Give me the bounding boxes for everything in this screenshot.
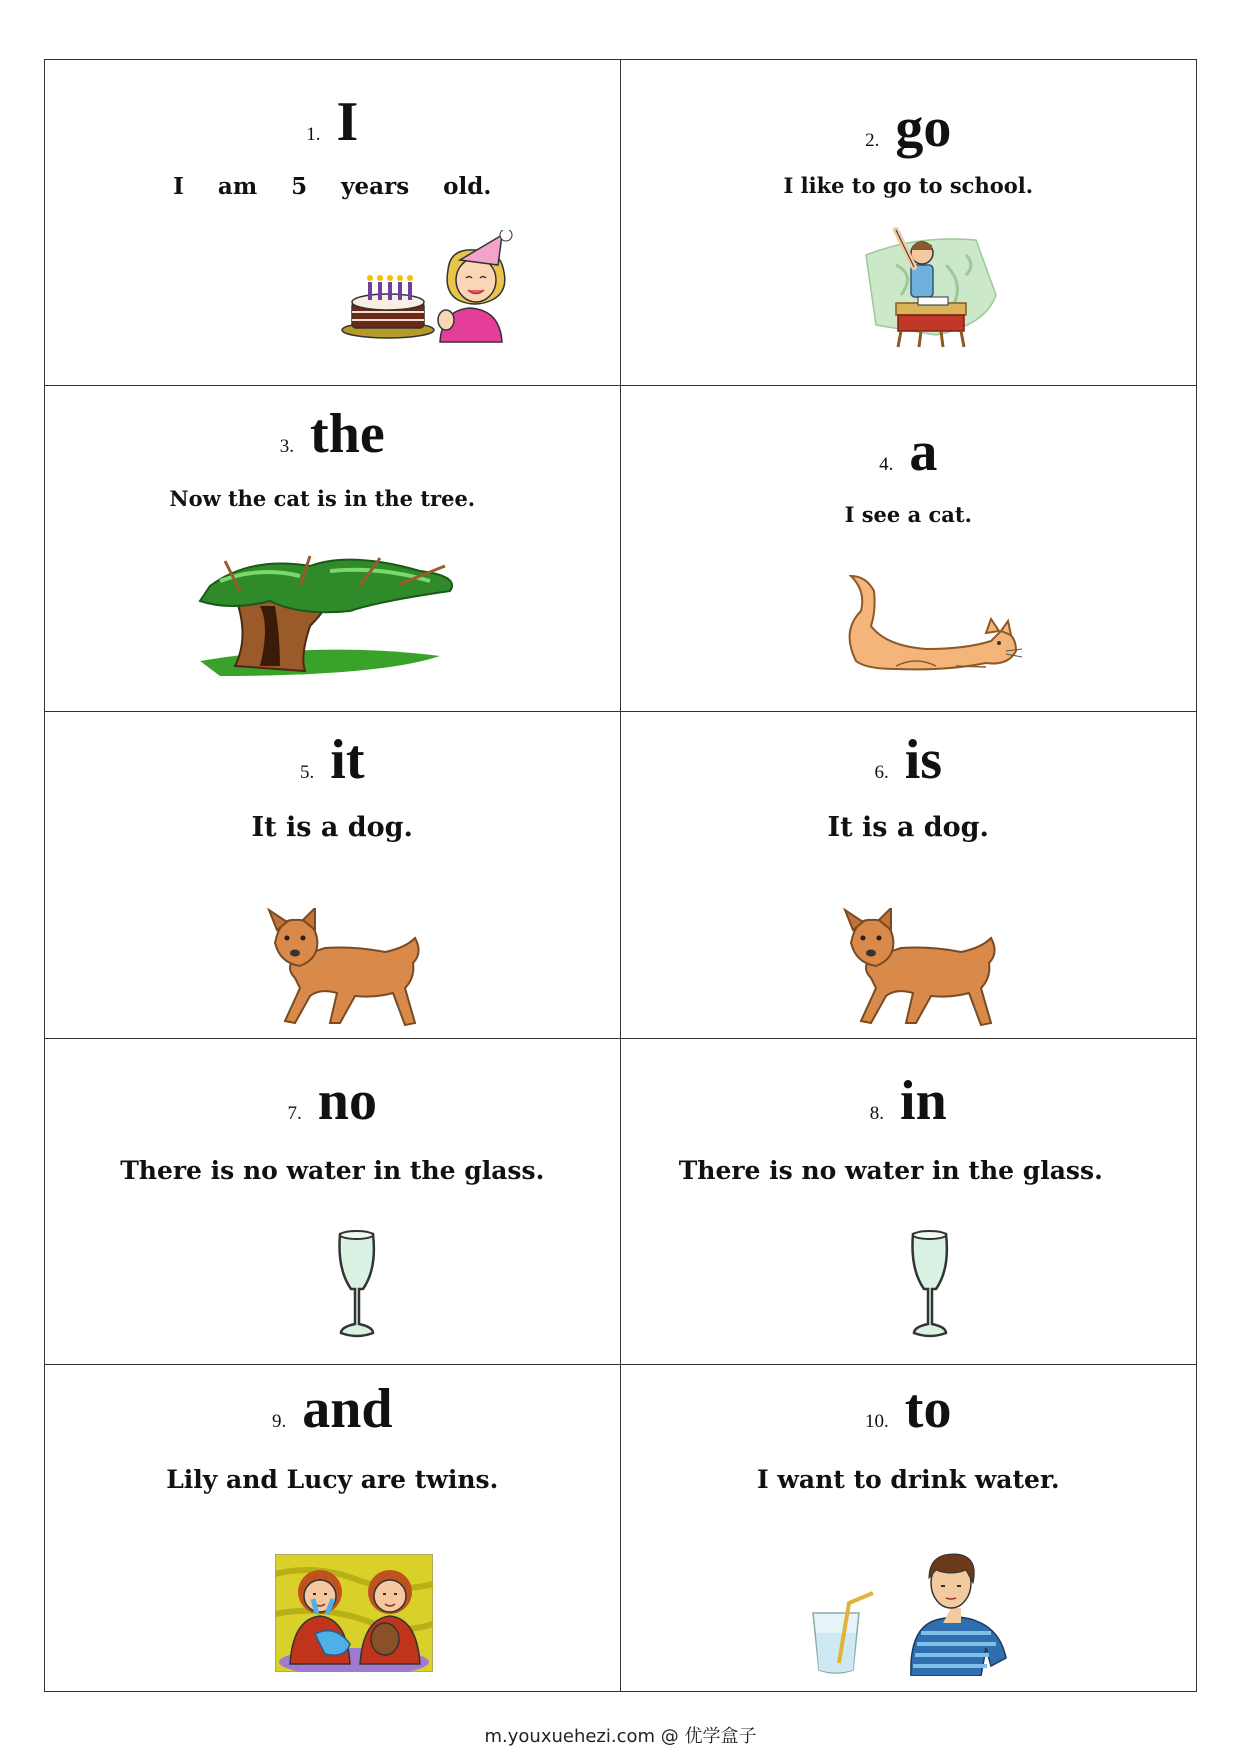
card-word: in: [900, 1069, 947, 1132]
card-sentence: It is a dog.: [827, 812, 989, 844]
dog-image: [265, 908, 425, 1030]
card-1: [45, 60, 621, 386]
card-number: 8.: [869, 1102, 885, 1124]
card-6: [621, 712, 1197, 1038]
card-sentence: There is no water in the glass.: [678, 1155, 1103, 1185]
card-number: 5.: [300, 762, 315, 784]
card-header: [45, 1377, 620, 1441]
empty-glass-image: [908, 1229, 954, 1341]
card-7: [45, 1039, 621, 1365]
card-header: [621, 420, 1197, 484]
card-number: 4.: [879, 454, 894, 476]
card-sentence: There is no water in the glass.: [120, 1155, 545, 1185]
card-sentence: I want to drink water.: [756, 1464, 1060, 1494]
card-header: [45, 90, 620, 154]
card-sentence: I am 5 years old.: [173, 173, 492, 200]
card-4: [621, 386, 1197, 712]
card-word: no: [317, 1069, 377, 1132]
card-word: go: [895, 97, 952, 159]
card-word: I: [336, 91, 359, 153]
card-sentence: I like to go to school.: [783, 173, 1034, 198]
card-number: 1.: [306, 124, 321, 145]
card-9: [45, 1365, 621, 1691]
card-number: 7.: [287, 1102, 302, 1124]
card-number: 3.: [279, 436, 295, 458]
card-number: 2.: [865, 130, 880, 151]
twin-girls-image: [275, 1554, 433, 1672]
card-word: it: [330, 729, 365, 792]
card-word: to: [904, 1377, 952, 1440]
card-sentence: Now the cat is in the tree.: [169, 486, 476, 512]
card-sentence: It is a dog.: [251, 812, 413, 844]
card-sentence: Lily and Lucy are twins.: [166, 1464, 499, 1494]
footer-site: m.youxuehezi.com @ 优学盒子: [484, 1726, 757, 1747]
card-header: [45, 1069, 620, 1133]
card-2: [621, 60, 1197, 386]
card-number: 10.: [865, 1410, 889, 1432]
card-10: [621, 1365, 1197, 1691]
empty-glass-image: [335, 1229, 381, 1341]
card-header: [45, 402, 620, 466]
card-word: is: [904, 729, 943, 792]
tree-image: [180, 546, 470, 681]
card-header: [621, 728, 1197, 792]
cat-image: [836, 571, 1026, 676]
card-header: [621, 96, 1197, 160]
card-number: 6.: [874, 762, 889, 784]
card-word: the: [310, 403, 385, 466]
card-8: [621, 1039, 1197, 1365]
flashcard-grid: [44, 59, 1197, 1692]
card-header: [621, 1069, 1197, 1133]
card-word: a: [909, 421, 938, 484]
card-header: [45, 728, 620, 792]
card-word: and: [302, 1377, 393, 1440]
boy-with-water-glass-image: [811, 1548, 1021, 1676]
birthday-girl-cake-image: [340, 230, 540, 350]
card-sentence: I see a cat.: [844, 502, 972, 528]
card-number: 9.: [271, 1410, 287, 1432]
boy-at-school-desk-image: [856, 225, 1006, 350]
card-header: [621, 1377, 1197, 1441]
card-3: [45, 386, 621, 712]
dog-image: [841, 908, 1001, 1030]
card-5: [45, 712, 621, 1038]
